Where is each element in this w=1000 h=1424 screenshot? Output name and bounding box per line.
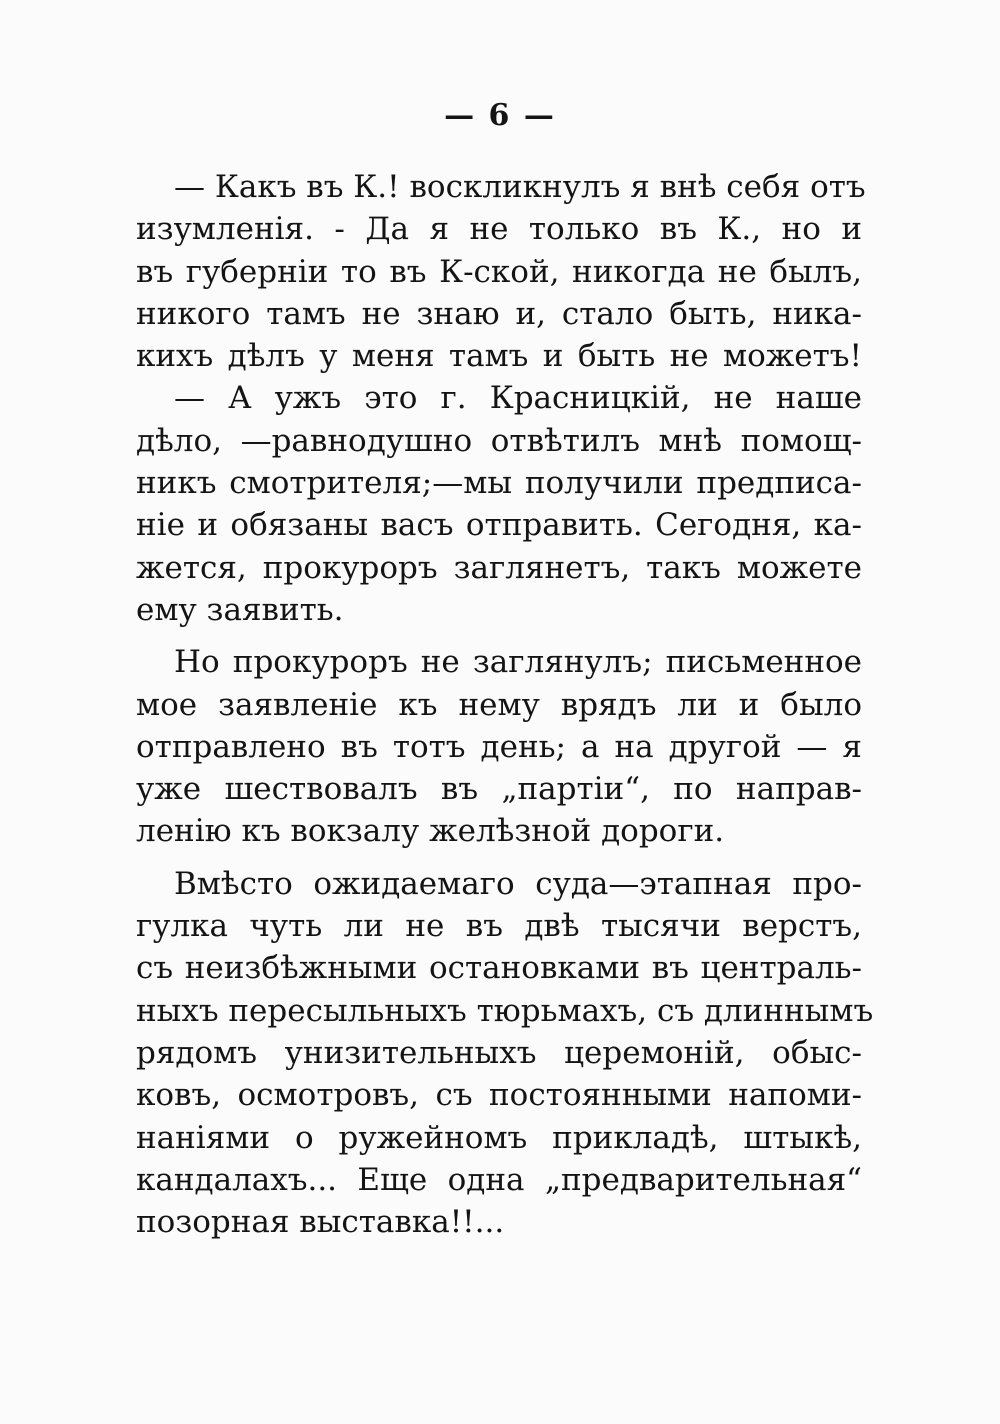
paragraph-1 bbox=[136, 166, 866, 377]
text-line: кихъ дѣлъ у меня тамъ и быть не можетъ! bbox=[136, 338, 862, 375]
text-line: въ губерніи то въ К-ской, никогда не былъ, bbox=[136, 253, 862, 290]
page-number: — 6 — bbox=[444, 98, 556, 133]
text-line: Вмѣсто ожидаемаго суда—этапная про- bbox=[174, 865, 862, 902]
text-line: позорная выставка!!... bbox=[136, 1204, 505, 1241]
text-line: — А ужъ это г. Красницкій, не наше bbox=[174, 380, 862, 417]
text-line: ленію къ вокзалу желѣзной дороги. bbox=[136, 813, 725, 850]
text-line: ніе и обязаны васъ отправить. Сегодня, ка- bbox=[136, 507, 862, 544]
text-line: мое заявленіе къ нему врядъ ли и было bbox=[136, 686, 862, 723]
text-line: дѣло, —равнодушно отвѣтилъ мнѣ помощ- bbox=[136, 422, 862, 459]
text-line: ныхъ пересыльныхъ тюрьмахъ, съ длиннымъ bbox=[136, 992, 874, 1029]
text-line: жется, прокуроръ заглянетъ, такъ можете bbox=[136, 549, 862, 586]
text-line: изумленія. - Да я не только въ К., но и bbox=[136, 211, 862, 248]
paragraph-4 bbox=[136, 863, 874, 1244]
text-line: съ неизбѣжными остановками въ централь- bbox=[136, 950, 862, 987]
text-line: Но прокуроръ не заглянулъ; письменное bbox=[174, 644, 862, 681]
paragraph-3 bbox=[136, 641, 862, 852]
text-line: наніями о ружейномъ прикладѣ, штыкѣ, bbox=[136, 1119, 862, 1156]
text-line: рядомъ унизительныхъ церемоній, обыс- bbox=[136, 1034, 862, 1071]
text-line: — Какъ въ К.! воскликнулъ я внѣ себя отъ bbox=[174, 169, 866, 205]
text-line: ковъ, осмотровъ, съ постоянными напоми- bbox=[136, 1077, 862, 1114]
body-text bbox=[136, 166, 874, 1243]
text-line: кандалахъ... Еще одна „предварительная“ bbox=[136, 1161, 862, 1198]
text-line: гулка чуть ли не въ двѣ тысячи верстъ, bbox=[136, 908, 862, 945]
paragraph-2 bbox=[136, 377, 862, 631]
text-line: никого тамъ не знаю и, стало быть, никa- bbox=[136, 295, 862, 332]
text-line: никъ смотрителя;—мы получили предписа- bbox=[136, 465, 862, 502]
text-line: уже шествовалъ въ „партіи“, по направ- bbox=[136, 771, 862, 808]
text-line: ему заявить. bbox=[136, 591, 344, 628]
text-line: отправлено въ тотъ день; а на другой — я bbox=[136, 728, 862, 765]
